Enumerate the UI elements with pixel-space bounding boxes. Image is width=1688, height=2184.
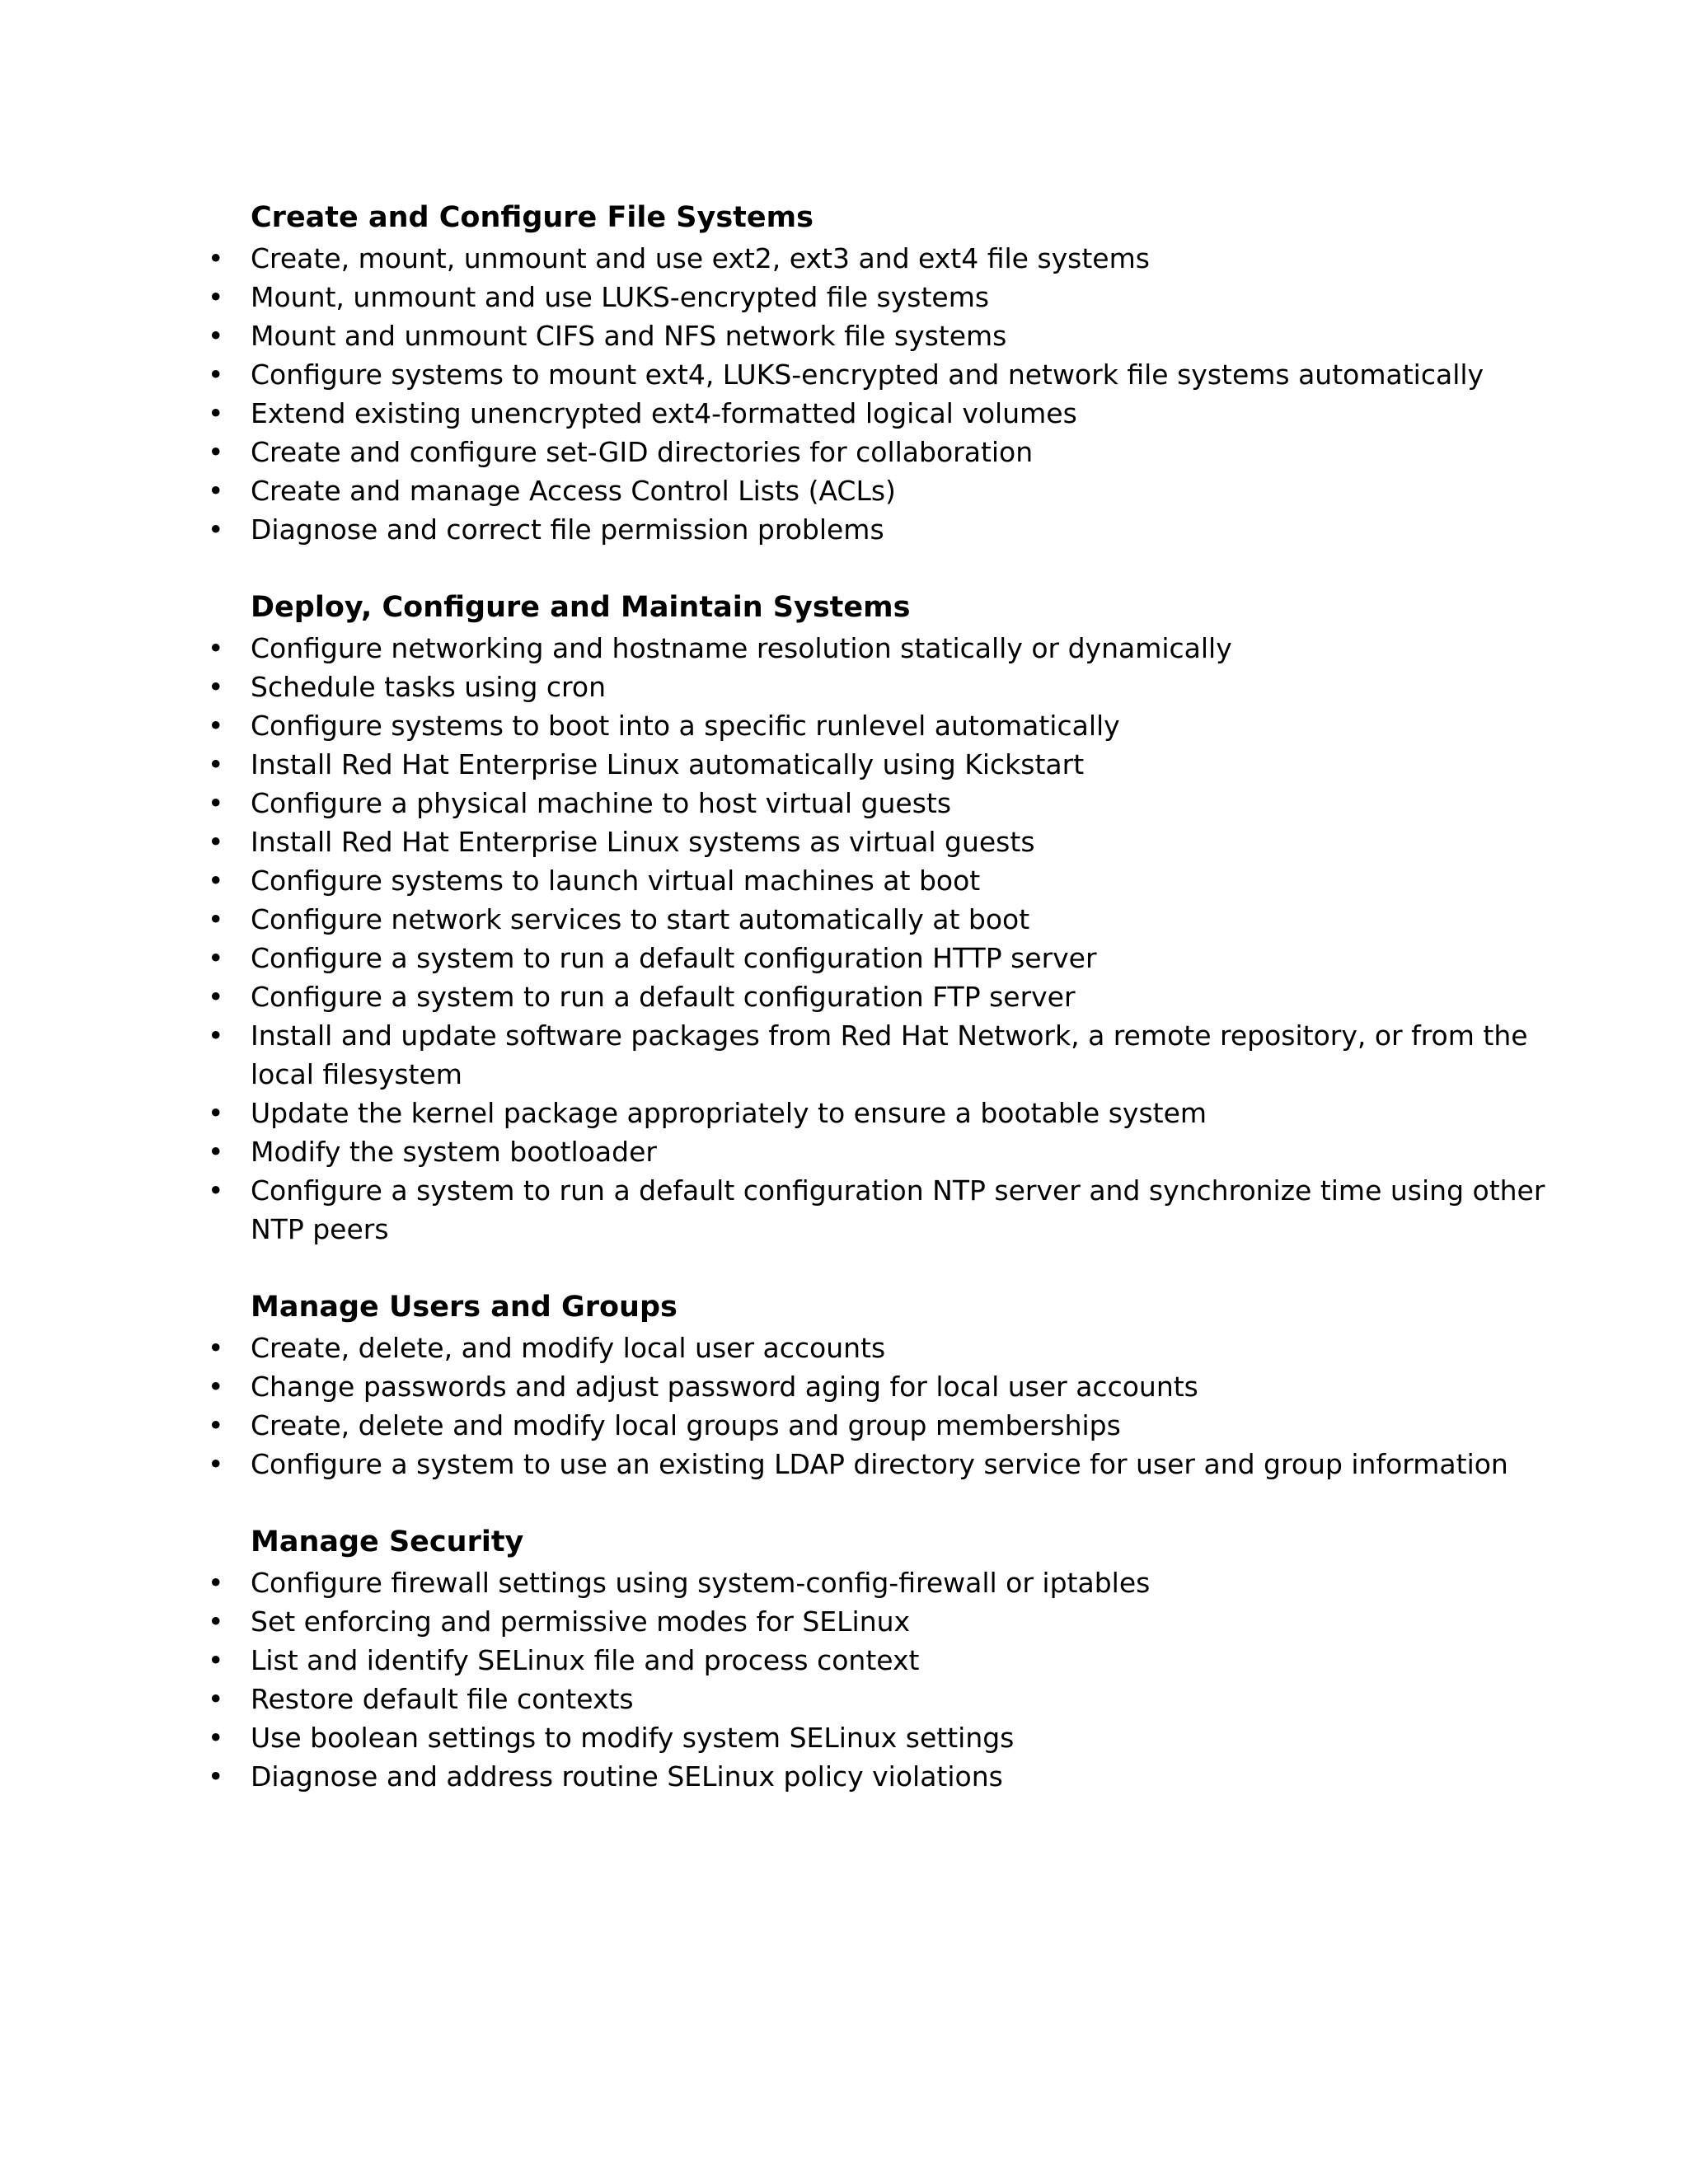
bullet-icon: • (208, 513, 224, 546)
list-item-text: Restore default file contexts (251, 1683, 634, 1715)
bullet-icon: • (208, 1136, 224, 1168)
list-item (208, 316, 1561, 355)
bullet-icon: • (208, 942, 224, 974)
section (208, 586, 1545, 1249)
list-item-text: Update the kernel package appropriately to ensure a bootable system (251, 1097, 1207, 1129)
bullet-icon: • (208, 865, 224, 897)
bullet-list (208, 1329, 1526, 1483)
list-item (208, 706, 1561, 745)
list-item (208, 900, 1561, 939)
bullet-icon: • (208, 1722, 224, 1754)
list-item-text: Configure a system to use an existing LDAP directory service for user and group information (251, 1448, 1508, 1480)
list-item (208, 355, 1561, 394)
bullet-icon: • (208, 632, 224, 664)
list-item (208, 1718, 1561, 1757)
list-item (208, 1563, 1561, 1602)
bullet-icon: • (208, 1567, 224, 1599)
list-item-text: Create, delete and modify local groups and group memberships (251, 1409, 1121, 1441)
list-item (208, 278, 1561, 316)
bullet-icon: • (208, 436, 224, 468)
list-item-text: Diagnose and correct file permission problems (251, 513, 884, 546)
list-item-text: Configure systems to mount ext4, LUKS-encrypted and network file systems automatically (251, 359, 1484, 391)
bullet-icon: • (208, 1097, 224, 1129)
bullet-icon: • (208, 787, 224, 819)
section-heading: Create and Configure File Systems (251, 201, 814, 234)
list-item (208, 1367, 1561, 1406)
bullet-list (208, 1563, 1526, 1796)
bullet-icon: • (208, 1019, 224, 1052)
list-item-text: Modify the system bootloader (251, 1136, 657, 1168)
list-item-text: Change passwords and adjust password aging for local user accounts (251, 1371, 1198, 1403)
list-item (208, 1757, 1561, 1796)
bullet-icon: • (208, 671, 224, 703)
list-item-text: Create, mount, unmount and use ext2, ext3 and ext4 file systems (251, 242, 1150, 274)
list-item-text: List and identify SELinux file and process context (251, 1644, 920, 1676)
bullet-list (208, 239, 1526, 549)
list-item-text: Configure a physical machine to host virtual guests (251, 787, 952, 819)
section (208, 1286, 1526, 1483)
list-item-text: Create and configure set-GID directories for collaboration (251, 436, 1034, 468)
list-item (208, 1094, 1561, 1132)
list-item-text: Mount, unmount and use LUKS-encrypted file systems (251, 281, 990, 313)
list-item-text: Diagnose and address routine SELinux policy violations (251, 1760, 1003, 1793)
bullet-icon: • (208, 320, 224, 352)
list-item (208, 1171, 1561, 1249)
section-heading: Manage Users and Groups (251, 1291, 678, 1324)
list-item-text: Use boolean settings to modify system SELinux settings (251, 1722, 1015, 1754)
section (208, 1521, 1526, 1796)
list-item (208, 1680, 1561, 1718)
bullet-icon: • (208, 1683, 224, 1715)
bullet-icon: • (208, 475, 224, 507)
list-item (208, 977, 1561, 1016)
bullet-icon: • (208, 748, 224, 780)
list-item (208, 239, 1561, 278)
bullet-icon: • (208, 242, 224, 274)
list-item (208, 861, 1561, 900)
list-item-text: Create, delete, and modify local user accounts (251, 1332, 886, 1364)
list-item-text: Schedule tasks using cron (251, 671, 606, 703)
list-item-text: Extend existing unencrypted ext4-formatted logical volumes (251, 397, 1077, 429)
bullet-icon: • (208, 826, 224, 858)
list-item-text: Configure systems to boot into a specific runlevel automatically (251, 710, 1120, 742)
document-body (208, 196, 1545, 1833)
bullet-icon: • (208, 981, 224, 1013)
list-item-text: Configure a system to run a default configuration FTP server (251, 981, 1076, 1013)
list-item-text: Install and update software packages from Red Hat Network, a remote repository, or from the local filesystem (251, 1019, 1528, 1090)
list-item-text: Configure firewall settings using system-config-firewall or iptables (251, 1567, 1151, 1599)
list-item-text: Configure systems to launch virtual machines at boot (251, 865, 981, 897)
list-item (208, 433, 1561, 471)
list-item (208, 784, 1561, 823)
bullet-icon: • (208, 359, 224, 391)
list-item (208, 629, 1561, 668)
bullet-icon: • (208, 710, 224, 742)
bullet-list (208, 629, 1545, 1249)
list-item (208, 1329, 1561, 1367)
list-item (208, 939, 1561, 977)
list-item (208, 471, 1561, 510)
bullet-icon: • (208, 1448, 224, 1480)
bullet-icon: • (208, 1409, 224, 1441)
bullet-icon: • (208, 281, 224, 313)
list-item (208, 1641, 1561, 1680)
bullet-icon: • (208, 1174, 224, 1207)
list-item (208, 1016, 1561, 1094)
list-item-text: Configure a system to run a default configuration HTTP server (251, 942, 1097, 974)
list-item (208, 823, 1561, 861)
list-item (208, 1445, 1561, 1483)
list-item-text: Configure networking and hostname resolution statically or dynamically (251, 632, 1232, 664)
list-item (208, 668, 1561, 706)
list-item-text: Install Red Hat Enterprise Linux automatically using Kickstart (251, 748, 1085, 780)
list-item (208, 510, 1561, 549)
list-item (208, 394, 1561, 433)
list-item (208, 1132, 1561, 1171)
section-heading: Manage Security (251, 1526, 524, 1558)
list-item (208, 745, 1561, 784)
section (208, 196, 1526, 549)
list-item-text: Set enforcing and permissive modes for SELinux (251, 1605, 911, 1638)
list-item-text: Create and manage Access Control Lists (ACLs) (251, 475, 896, 507)
list-item (208, 1602, 1561, 1641)
list-item-text: Configure network services to start automatically at boot (251, 903, 1030, 935)
list-item-text: Mount and unmount CIFS and NFS network file systems (251, 320, 1007, 352)
list-item (208, 1406, 1561, 1445)
bullet-icon: • (208, 1332, 224, 1364)
bullet-icon: • (208, 1371, 224, 1403)
bullet-icon: • (208, 1760, 224, 1793)
bullet-icon: • (208, 1605, 224, 1638)
list-item-text: Install Red Hat Enterprise Linux systems as virtual guests (251, 826, 1035, 858)
section-heading: Deploy, Configure and Maintain Systems (251, 591, 911, 624)
bullet-icon: • (208, 1644, 224, 1676)
list-item-text: Configure a system to run a default configuration NTP server and synchronize time using other NTP peers (251, 1174, 1545, 1245)
bullet-icon: • (208, 903, 224, 935)
bullet-icon: • (208, 397, 224, 429)
